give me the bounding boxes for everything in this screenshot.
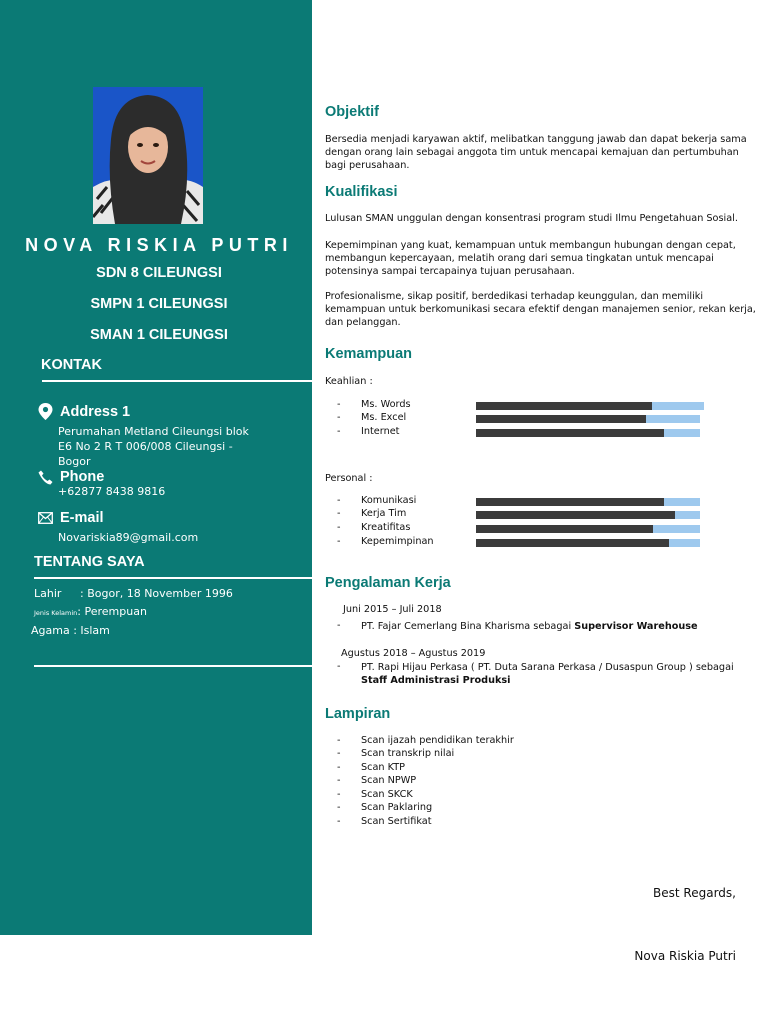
qualification-heading: Kualifikasi: [325, 184, 398, 200]
skill-bar: [476, 511, 700, 519]
dash: -: [337, 661, 341, 672]
dash: -: [337, 735, 341, 746]
skill-name: Kreatifitas: [361, 522, 411, 533]
closing-regards: Best Regards,: [653, 886, 736, 900]
qualification-item-1: Lulusan SMAN unggulan dengan konsentrasi program studi Ilmu Pengetahuan Sosial.: [325, 213, 738, 224]
list-item-label: Scan Sertifikat: [361, 816, 432, 827]
gender-label: Jenis Kelamin: [34, 609, 78, 617]
birth-label: Lahir: [34, 587, 62, 600]
phone-label: Phone: [60, 469, 105, 485]
skill-row: [0, 536, 768, 550]
email-label: E-mail: [60, 510, 104, 526]
list-item-label: Scan Paklaring: [361, 802, 433, 813]
job-role: Supervisor Warehouse: [574, 621, 698, 632]
skill-bar: [476, 429, 700, 437]
list-item: [0, 748, 768, 761]
phone-heading: [38, 469, 104, 485]
list-item-label: Scan transkrip nilai: [361, 748, 455, 759]
experience-heading: Pengalaman Kerja: [325, 575, 451, 591]
qualification-item-3: Profesionalisme, sikap positif, berdedikasi terhadap keunggulan, dan memiliki kemampuan untuk berkomunikasi secara efektif dengan manajemen senior, rekan kerja, dan pelanggan.: [325, 291, 756, 328]
about-heading: TENTANG SAYA: [34, 554, 145, 570]
profile-name: NOVA RISKIA PUTRI: [25, 235, 293, 255]
list-item: [0, 735, 768, 748]
list-item: [0, 789, 768, 802]
profile-photo: [93, 87, 203, 224]
skill-bar-fill: [476, 498, 664, 506]
dash: -: [337, 495, 341, 506]
contact-heading: KONTAK: [41, 357, 102, 373]
gender-value: : Perempuan: [77, 605, 147, 618]
dash: -: [337, 508, 341, 519]
signature-name: Nova Riskia Putri: [634, 949, 736, 963]
dash: -: [337, 789, 341, 800]
school-sma: SMAN 1 CILEUNGSI: [90, 327, 228, 343]
phone-value: +62877 8438 9816: [58, 485, 166, 498]
skill-bar-fill: [476, 429, 664, 437]
dash: -: [337, 412, 341, 423]
skill-name: Komunikasi: [361, 495, 417, 506]
school-smp: SMPN 1 CILEUNGSI: [90, 296, 228, 312]
skill-row: [0, 426, 768, 440]
skill-bar: [476, 415, 700, 423]
skill-bar: [476, 498, 700, 506]
gender-row: [34, 605, 147, 618]
attachments-heading: Lampiran: [325, 706, 391, 722]
skill-bar-fill: [476, 539, 669, 547]
personal-label: Personal :: [325, 473, 373, 484]
job-description: [361, 620, 761, 633]
religion: Agama : Islam: [31, 624, 110, 637]
skill-bar: [476, 539, 700, 547]
list-item: [0, 802, 768, 815]
skill-row: [0, 412, 768, 426]
qualification-item-2: Kepemimpinan yang kuat, kemampuan untuk membangun hubungan dengan cepat, membangun kepercayaan, melatih orang dari semua tingkatan untuk mencapai potensinya sampai tercapainya tujuan perusahaan.: [325, 240, 736, 277]
job-company: PT. Fajar Cemerlang Bina Kharisma sebagai: [361, 621, 575, 632]
skill-row: [0, 495, 768, 509]
school-sd: SDN 8 CILEUNGSI: [96, 265, 222, 281]
skill-bar-fill: [476, 511, 675, 519]
skill-bar: [476, 402, 704, 410]
expertise-label: Keahlian :: [325, 376, 373, 387]
dash: -: [337, 536, 341, 547]
list-item-label: Scan NPWP: [361, 775, 417, 786]
skill-name: Ms. Words: [361, 399, 411, 410]
job-period: Juni 2015 – Juli 2018: [343, 604, 442, 615]
contact-divider: [42, 380, 312, 382]
dash: -: [337, 426, 341, 437]
about-divider: [34, 577, 312, 579]
dash: -: [337, 748, 341, 759]
skill-name: Kerja Tim: [361, 508, 407, 519]
job-company: PT. Rapi Hijau Perkasa ( PT. Duta Sarana Perkasa / Dusaspun Group ) sebagai: [361, 662, 734, 673]
address-value: Perumahan Metland Cileungsi blok E6 No 2 R T 006/008 Cileungsi - Bogor: [58, 425, 249, 468]
job-period: Agustus 2018 – Agustus 2019: [341, 648, 486, 659]
skill-row: [0, 508, 768, 522]
dash: -: [337, 775, 341, 786]
dash: -: [337, 522, 341, 533]
skill-bar-fill: [476, 415, 646, 423]
email-value[interactable]: Novariskia89@gmail.com: [58, 531, 199, 544]
birth-value: : Bogor, 18 November 1996: [80, 587, 233, 600]
skill-name: Kepemimpinan: [361, 536, 434, 547]
skill-row: [0, 522, 768, 536]
skill-bar-fill: [476, 525, 653, 533]
dash: -: [337, 816, 341, 827]
job-role: Staff Administrasi Produksi: [361, 675, 511, 686]
objective-text: Bersedia menjadi karyawan aktif, melibatkan tanggung jawab dan dapat bekerja sama dengan orang lain sebagai anggota tim untuk mencapai kemajuan dan pertumbuhan bagi perusahaan.: [325, 134, 747, 171]
list-item: [0, 775, 768, 788]
list-item-label: Scan SKCK: [361, 789, 413, 800]
dash: -: [337, 620, 341, 631]
list-item: [0, 816, 768, 829]
skill-row: [0, 399, 768, 413]
skill-name: Ms. Excel: [361, 412, 407, 423]
skill-name: Internet: [361, 426, 400, 437]
dash: -: [337, 762, 341, 773]
objective-heading: Objektif: [325, 104, 379, 120]
list-item: [0, 762, 768, 775]
job-description: [361, 661, 761, 687]
about-bottom-divider: [34, 665, 312, 667]
skill-bar-fill: [476, 402, 652, 410]
list-item-label: Scan KTP: [361, 762, 405, 773]
dash: -: [337, 802, 341, 813]
dash: -: [337, 399, 341, 410]
address-label: Address 1: [60, 403, 131, 420]
phone-icon: [38, 470, 53, 485]
skills-heading: Kemampuan: [325, 346, 413, 362]
list-item-label: Scan ijazah pendidikan terakhir: [361, 735, 514, 746]
skill-bar: [476, 525, 700, 533]
